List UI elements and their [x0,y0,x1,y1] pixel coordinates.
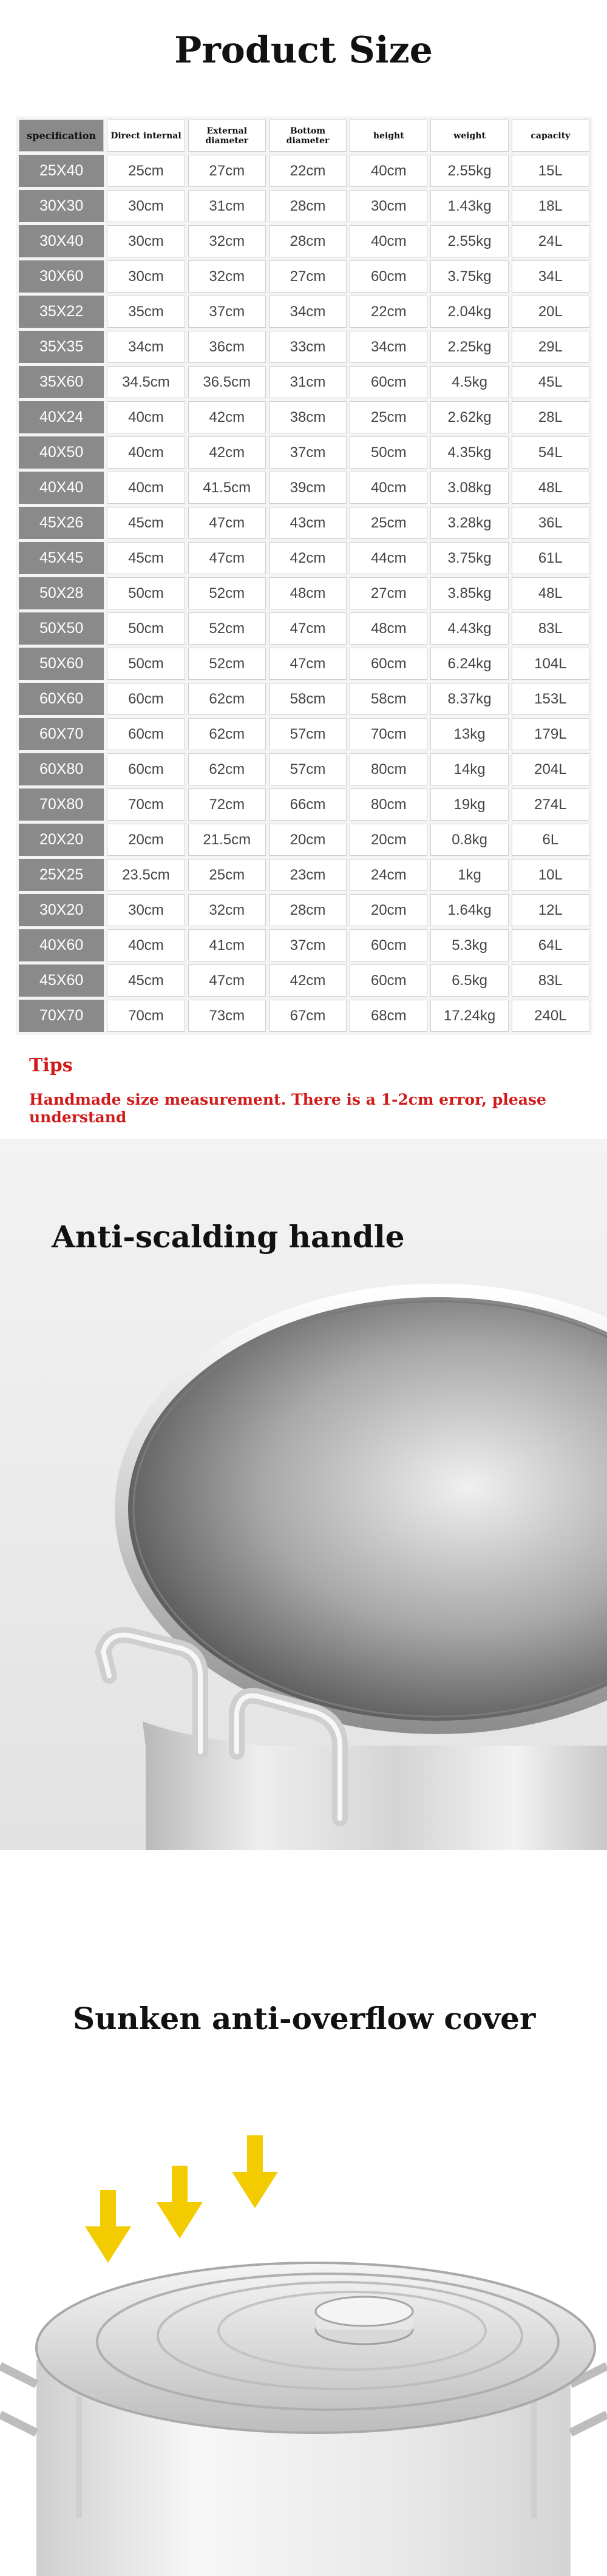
table-row [19,964,589,997]
spec-cell: 25X40 [19,155,104,187]
pot-cover-illustration [0,1850,607,2576]
table-row [19,824,589,856]
table-cell: 19kg [430,788,508,821]
spec-cell: 70X70 [19,1000,104,1032]
column-header-specification: specification [19,120,104,152]
table-cell: 153L [512,683,589,715]
table-cell: 68cm [350,1000,427,1032]
table-cell: 57cm [269,718,347,750]
spec-cell: 40X60 [19,929,104,961]
table-cell: 14kg [430,753,508,785]
table-cell: 48L [512,472,589,504]
table-cell: 40cm [107,472,185,504]
table-cell: 40cm [107,436,185,469]
column-header: Direct internal [107,120,185,152]
spec-cell: 35X60 [19,366,104,398]
table-cell: 40cm [107,401,185,433]
table-cell: 45cm [107,542,185,574]
table-cell: 3.75kg [430,542,508,574]
table-cell: 25cm [107,155,185,187]
spec-cell: 60X80 [19,753,104,785]
column-header: capacity [512,120,589,152]
table-row [19,683,589,715]
table-cell: 42cm [269,542,347,574]
column-header: height [350,120,427,152]
spec-cell: 60X60 [19,683,104,715]
table-cell: 32cm [188,260,266,293]
table-row [19,225,589,257]
table-row [19,753,589,785]
table-cell: 40cm [107,929,185,961]
table-cell: 3.08kg [430,472,508,504]
table-cell: 18L [512,190,589,222]
table-row [19,648,589,680]
table-cell: 57cm [269,753,347,785]
table-cell: 47cm [269,648,347,680]
table-cell: 41.5cm [188,472,266,504]
table-row [19,788,589,821]
table-cell: 72cm [188,788,266,821]
spec-cell: 30X40 [19,225,104,257]
table-row [19,507,589,539]
table-cell: 28cm [269,225,347,257]
table-cell: 1.64kg [430,894,508,926]
tips-text: Handmade size measurement. There is a 1-2cm error, please understand [29,1091,546,1126]
table-cell: 25cm [350,401,427,433]
table-row [19,331,589,363]
table-cell: 31cm [269,366,347,398]
size-table-body [19,155,589,1032]
arrow-down-icon [157,2166,203,2239]
table-cell: 50cm [107,577,185,609]
table-cell: 52cm [188,577,266,609]
table-cell: 34cm [350,331,427,363]
table-cell: 60cm [350,929,427,961]
table-cell: 20cm [269,824,347,856]
table-cell: 42cm [269,964,347,997]
spec-cell: 45X60 [19,964,104,997]
table-cell: 240L [512,1000,589,1032]
table-cell: 83L [512,964,589,997]
table-cell: 58cm [269,683,347,715]
table-row [19,894,589,926]
table-cell: 34cm [107,331,185,363]
table-cell: 60cm [350,648,427,680]
table-cell: 24L [512,225,589,257]
table-cell: 62cm [188,718,266,750]
table-cell: 30cm [107,260,185,293]
table-cell: 58cm [350,683,427,715]
table-cell: 274L [512,788,589,821]
table-cell: 1kg [430,859,508,891]
spec-cell: 40X24 [19,401,104,433]
table-cell: 13kg [430,718,508,750]
table-cell: 34cm [269,296,347,328]
table-cell: 25cm [350,507,427,539]
table-cell: 40cm [350,155,427,187]
cover-feature-title: Sunken anti-overflow cover [73,2001,536,2036]
table-cell: 204L [512,753,589,785]
table-cell: 30cm [107,894,185,926]
table-cell: 38cm [269,401,347,433]
table-cell: 35cm [107,296,185,328]
table-cell: 37cm [269,929,347,961]
table-row [19,436,589,469]
table-cell: 48L [512,577,589,609]
table-cell: 27cm [350,577,427,609]
table-cell: 2.62kg [430,401,508,433]
table-row [19,366,589,398]
spec-cell: 50X50 [19,612,104,645]
spec-cell: 20X20 [19,824,104,856]
table-cell: 36.5cm [188,366,266,398]
table-cell: 36L [512,507,589,539]
table-cell: 60cm [107,683,185,715]
table-row [19,1000,589,1032]
table-cell: 15L [512,155,589,187]
table-cell: 32cm [188,894,266,926]
tips-label: Tips [29,1055,73,1076]
table-cell: 179L [512,718,589,750]
table-cell: 23.5cm [107,859,185,891]
table-cell: 25cm [188,859,266,891]
page-title: Product Size [174,29,433,72]
table-cell: 52cm [188,648,266,680]
table-cell: 4.35kg [430,436,508,469]
table-cell: 60cm [107,753,185,785]
table-cell: 70cm [350,718,427,750]
table-cell: 34.5cm [107,366,185,398]
table-cell: 27cm [188,155,266,187]
table-cell: 48cm [350,612,427,645]
spec-cell: 40X40 [19,472,104,504]
table-cell: 12L [512,894,589,926]
table-cell: 6L [512,824,589,856]
table-cell: 34L [512,260,589,293]
table-cell: 30cm [107,190,185,222]
spec-cell: 60X70 [19,718,104,750]
table-cell: 67cm [269,1000,347,1032]
table-row [19,612,589,645]
size-table-head [19,120,589,152]
table-cell: 31cm [188,190,266,222]
table-cell: 2.55kg [430,225,508,257]
table-cell: 42cm [188,436,266,469]
table-cell: 20cm [350,894,427,926]
table-row [19,401,589,433]
table-cell: 62cm [188,753,266,785]
spec-cell: 25X25 [19,859,104,891]
table-cell: 28L [512,401,589,433]
size-table-header-row [19,120,589,152]
table-cell: 10L [512,859,589,891]
table-cell: 29L [512,331,589,363]
table-cell: 3.85kg [430,577,508,609]
spec-cell: 50X60 [19,648,104,680]
table-cell: 45cm [107,964,185,997]
table-row [19,155,589,187]
table-cell: 3.75kg [430,260,508,293]
table-cell: 6.24kg [430,648,508,680]
table-cell: 28cm [269,190,347,222]
spec-cell: 45X45 [19,542,104,574]
handle-feature-section [0,1139,607,1850]
table-cell: 17.24kg [430,1000,508,1032]
table-cell: 60cm [350,260,427,293]
table-row [19,260,589,293]
table-cell: 70cm [107,1000,185,1032]
table-cell: 73cm [188,1000,266,1032]
table-cell: 80cm [350,753,427,785]
table-cell: 6.5kg [430,964,508,997]
table-cell: 37cm [188,296,266,328]
table-row [19,718,589,750]
spec-cell: 30X20 [19,894,104,926]
arrow-down-icon [85,2190,131,2263]
table-cell: 60cm [107,718,185,750]
handle-feature-title: Anti-scalding handle [52,1219,405,1255]
table-cell: 8.37kg [430,683,508,715]
table-row [19,472,589,504]
table-cell: 24cm [350,859,427,891]
table-cell: 37cm [269,436,347,469]
table-cell: 28cm [269,894,347,926]
table-cell: 20L [512,296,589,328]
table-row [19,190,589,222]
spec-cell: 40X50 [19,436,104,469]
table-cell: 5.3kg [430,929,508,961]
table-row [19,542,589,574]
column-header: External diameter [188,120,266,152]
table-cell: 40cm [350,472,427,504]
table-cell: 30cm [350,190,427,222]
spec-cell: 45X26 [19,507,104,539]
table-cell: 36cm [188,331,266,363]
table-cell: 48cm [269,577,347,609]
table-cell: 64L [512,929,589,961]
table-cell: 70cm [107,788,185,821]
size-table [16,117,592,1035]
table-cell: 2.25kg [430,331,508,363]
table-cell: 104L [512,648,589,680]
table-cell: 47cm [188,542,266,574]
table-cell: 50cm [107,612,185,645]
table-cell: 83L [512,612,589,645]
table-cell: 61L [512,542,589,574]
table-cell: 4.43kg [430,612,508,645]
table-cell: 45cm [107,507,185,539]
table-cell: 54L [512,436,589,469]
table-cell: 50cm [350,436,427,469]
table-cell: 66cm [269,788,347,821]
table-cell: 44cm [350,542,427,574]
spec-cell: 35X22 [19,296,104,328]
column-header: weight [430,120,508,152]
table-cell: 60cm [350,964,427,997]
table-cell: 27cm [269,260,347,293]
table-cell: 80cm [350,788,427,821]
table-cell: 4.5kg [430,366,508,398]
spec-cell: 35X35 [19,331,104,363]
table-cell: 23cm [269,859,347,891]
table-cell: 47cm [188,964,266,997]
table-cell: 32cm [188,225,266,257]
table-cell: 22cm [269,155,347,187]
table-cell: 60cm [350,366,427,398]
table-cell: 1.43kg [430,190,508,222]
table-cell: 42cm [188,401,266,433]
table-cell: 47cm [269,612,347,645]
table-row [19,296,589,328]
table-cell: 40cm [350,225,427,257]
spec-cell: 50X28 [19,577,104,609]
cover-feature-section [0,1850,607,2576]
table-cell: 50cm [107,648,185,680]
arrow-down-icon [232,2135,278,2208]
table-cell: 47cm [188,507,266,539]
table-cell: 45L [512,366,589,398]
product-size-section [0,0,607,1129]
spec-cell: 30X30 [19,190,104,222]
table-cell: 62cm [188,683,266,715]
spec-cell: 70X80 [19,788,104,821]
table-cell: 39cm [269,472,347,504]
table-cell: 33cm [269,331,347,363]
table-cell: 20cm [350,824,427,856]
table-cell: 22cm [350,296,427,328]
table-row [19,859,589,891]
table-cell: 0.8kg [430,824,508,856]
table-cell: 3.28kg [430,507,508,539]
table-cell: 21.5cm [188,824,266,856]
spec-cell: 30X60 [19,260,104,293]
table-cell: 43cm [269,507,347,539]
table-cell: 20cm [107,824,185,856]
column-header: Bottom diameter [269,120,347,152]
table-cell: 30cm [107,225,185,257]
table-cell: 52cm [188,612,266,645]
table-cell: 2.04kg [430,296,508,328]
table-cell: 2.55kg [430,155,508,187]
table-cell: 41cm [188,929,266,961]
table-row [19,577,589,609]
table-row [19,929,589,961]
